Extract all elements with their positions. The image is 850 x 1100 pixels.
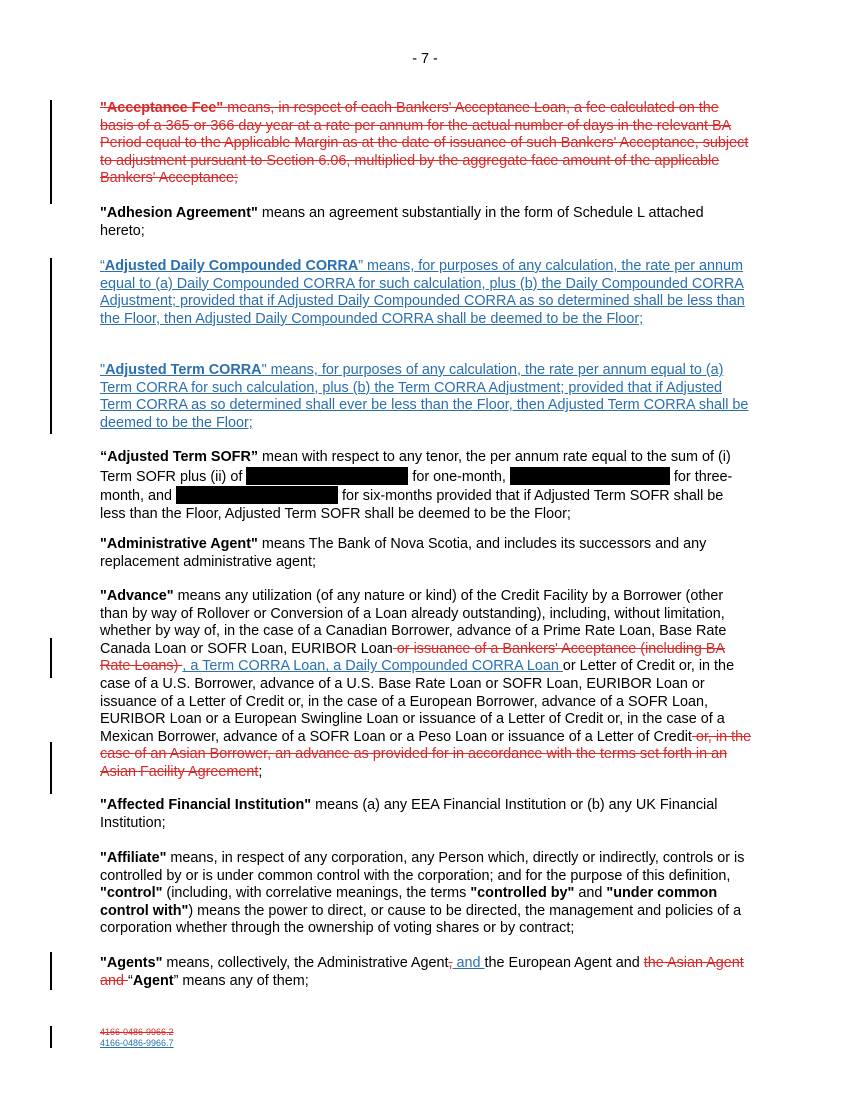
definition-text: the European Agent and	[484, 955, 644, 971]
defined-term: Adjusted Daily Compounded CORRA	[104, 258, 359, 274]
definition-text: means The Bank of Nova Scotia, and includes its successors and any replacement administrative agent;	[100, 536, 707, 570]
definition-adhesion-agreement	[100, 205, 752, 240]
change-bar	[50, 952, 52, 990]
definition-adjusted-term-sofr	[100, 449, 752, 523]
definition-text: ” means, for purposes of any calculation, the rate per annum equal to (a) Daily Compounded CORRA for such calculation, plus (b) the Daily Compounded CORRA Adjustment; provided that if Adjusted Daily Compounded CORRA as so determined shall be less than the Floor, then Adjusted Daily Compounded CORRA shall be deemed to be the Floor;	[100, 258, 745, 327]
deleted-text: or issuance of a Bankers' Acceptance (including BA Rate Loans)	[100, 640, 726, 675]
inserted-text: , a Term CORRA Loan, a Daily Compounded CORRA Loan	[182, 658, 563, 675]
defined-term: "Affiliate"	[100, 850, 167, 866]
defined-term: "Adhesion Agreement"	[100, 205, 258, 221]
definition-advance	[100, 588, 752, 782]
redaction-box	[510, 467, 670, 485]
defined-term: "Affected Financial Institution"	[100, 797, 312, 813]
definition-text: ) means the power to direct, or cause to be directed, the management and policies of a corporation whether through the ownership of voting shares or by contract;	[100, 902, 742, 937]
document-id-footer	[100, 1027, 174, 1049]
definition-adjusted-daily-compounded-corra	[100, 258, 752, 328]
redaction-box	[246, 467, 408, 485]
definition-text: (including, with correlative meanings, the terms	[162, 885, 471, 902]
definition-agents	[100, 955, 752, 990]
definition-text: mean with respect to any tenor, the per annum rate equal to the sum of (i) Term SOFR plus (ii) of	[100, 449, 731, 485]
inserted-text: and	[452, 955, 485, 971]
change-bar	[50, 100, 52, 204]
definition-text: means, in respect of any corporation, any Person which, directly or indirectly, controls or is controlled by or is under common control with the corporation; and for the purpose of this definition,	[100, 850, 745, 884]
definition-text: for three-month, and	[100, 468, 733, 505]
definition-text: means an agreement substantially in the form of Schedule L attached hereto;	[100, 205, 704, 239]
definition-text: means (a) any EEA Financial Institution or (b) any UK Financial Institution;	[100, 797, 718, 831]
defined-term: "Agents"	[100, 955, 163, 971]
defined-term: “Adjusted Term SOFR”	[100, 449, 259, 465]
defined-term: "under common control with"	[100, 885, 718, 919]
change-bar	[50, 258, 52, 434]
change-bar	[50, 742, 52, 794]
deleted-text: ,	[448, 955, 453, 971]
definition-text: for six-months provided that if Adjusted Term SOFR shall be less than the Floor, Adjusted Term SOFR shall be deemed to be the Floor;	[100, 488, 724, 522]
defined-term: "controlled by"	[470, 885, 575, 902]
page-number: - 7 -	[412, 51, 438, 67]
definition-text: means, collectively, the Administrative Agent	[162, 955, 449, 971]
old-document-id: 4166-0486-9966.2	[100, 1027, 174, 1037]
definition-text: " means, for purposes of any calculation, the rate per annum equal to (a) Term CORRA for such calculation, plus (b) the Term CORRA Adjustment; provided that if Adjusted Term CORRA as so determined shall ever be less than the Floor, then Adjusted Term CORRA shall be deemed to be the Floor;	[100, 362, 749, 431]
definition-text: means, in respect of each Bankers' Acceptance Loan, a fee calculated on the basis of a 365 or 366 day year at a rate per annum for the actual number of days in the relevant BA Period equal to the Applicable Margin as at the date of issuance of such Bankers' Acceptance, subject to adjustment pursuant to Section 6.06, multiplied by the aggregate face amount of the applicable Bankers' Acceptance;	[100, 100, 749, 187]
definition-adjusted-term-corra	[100, 362, 752, 432]
definition-affiliate	[100, 850, 752, 938]
defined-term: "Administrative Agent"	[100, 536, 258, 552]
definition-administrative-agent	[100, 536, 752, 571]
deleted-text: or, in the case of an Asian Borrower, an advance as provided for in accordance with the terms set forth in an Asian Facility Agreement	[100, 728, 752, 780]
new-document-id: 4166-0486-9966.7	[100, 1038, 174, 1048]
defined-term: "Acceptance Fee"	[100, 100, 224, 116]
definition-text: ” means any of them;	[173, 972, 309, 989]
defined-term: Agent	[132, 972, 174, 989]
definition-text: means any utilization (of any nature or kind) of the Credit Facility by a Borrower (other than by way of Rollover or Conversion of a Loan already outstanding), including, without limitation, whether by way of, in the case of a Canadian Borrower, advance of a Prime Rate Loan, Base Rate Canada Loan or SOFR Loan, EURIBOR Loan	[100, 588, 727, 657]
definition-acceptance-fee	[100, 100, 752, 188]
definition-affected-financial-institution	[100, 797, 752, 832]
definition-text: for one-month,	[408, 468, 510, 485]
deleted-text: the Asian Agent and	[100, 955, 744, 989]
change-bar	[50, 1026, 52, 1048]
quote-mark: “	[100, 258, 105, 274]
definition-text: or Letter of Credit or, in the case of a U.S. Borrower, advance of a U.S. Base Rate Loan or SOFR Loan, EURIBOR Loan or issuance of a Letter of Credit or, in the case of a European Borrower, advance of a SOFR Loan, EURIBOR Loan or a European Swingline Loan or issuance of a Letter of Credit or, in the case of a Mexican Borrower, advance of a SOFR Loan or a Peso Loan or issuance of a Letter of Credit	[100, 658, 735, 745]
definition-text: and	[574, 885, 607, 902]
definition-text: ;	[258, 763, 263, 780]
defined-term: Adjusted Term CORRA	[105, 362, 262, 378]
defined-term: "control"	[100, 885, 163, 902]
change-bar	[50, 638, 52, 678]
definition-text: “	[128, 972, 133, 989]
quote-mark: "	[100, 362, 106, 378]
redaction-box	[176, 486, 338, 504]
defined-term: "Advance"	[100, 588, 174, 604]
